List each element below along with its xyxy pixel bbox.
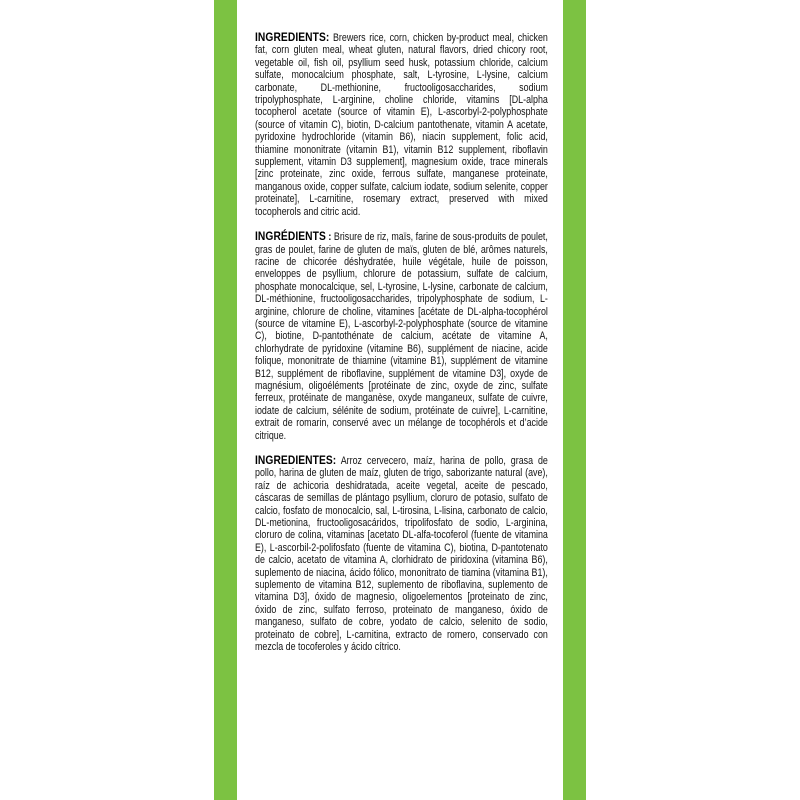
ingredients-french [255, 230, 548, 442]
text-english: Brewers rice, corn, chicken by-product meal, chicken fat, corn gluten meal, wheat gluten, natural flavors, dried chicory root, vegetable oil, fish oil, psyllium seed husk, potassium chloride, calcium sulfate, monocalcium phosphate, salt, L-tyrosine, L-lysine, calcium carbonate, DL-methionine, fructooligosaccharides, sodium tripolyphosphate, L-arginine, choline chloride, vitamins [DL-alpha tocopherol acetate (source of vitamin E), L-ascorbyl-2-polyphosphate (source of vitamin C), biotin, D-calcium pantothenate, vitamin A acetate, pyridoxine hydrochloride (vitamin B6), niacin supplement, folic acid, thiamine mononitrate (vitamin B1), vitamin B12 supplement, riboflavin supplement, vitamin D3 supplement], magnesium oxide, trace minerals [zinc proteinate, zinc oxide, ferrous sulfate, manganese proteinate, manganous oxide, copper sulfate, calcium iodate, sodium selenite, copper proteinate], L-carnitine, rosemary extract, preserved with mixed tocopherols and citric acid. [255, 32, 548, 218]
heading-english: INGREDIENTS: [255, 30, 330, 44]
ingredients-english [255, 31, 548, 218]
heading-french: INGRÉDIENTS [255, 229, 326, 244]
heading-french-colon: : [325, 231, 334, 244]
ingredients-panel [237, 0, 563, 800]
heading-spanish: INGREDIENTES: [255, 453, 337, 467]
text-spanish: Arroz cervecero, maíz, harina de pollo, grasa de pollo, harina de gluten de maíz, gluten de trigo, saborizante natural (ave), raíz de achicoria deshidratada, aceite vegetal, aceite de pescado, cáscaras de semillas de plántago psyllium, cloruro de potasio, sulfato de calcio, fosfato de monocalcio, sal, L-tirosina, L-lisina, carbonato de calcio, DL-metionina, fructooligosacáridos, tripolifosfato de sodio, L-arginina, cloruro de colina, vitaminas [acetato DL-alfa-tocoferol (fuente de vitamina E), L-ascorbil-2-polifosfato (fuente de vitamina C), biotina, D-pantotenato de calcio, acetato de vitamina A, clorhidrato de piridoxina (vitamina B6), suplemento de niacina, ácido fólico, mononitrato de tiamina (vitamina B1), suplemento de vitamina B12, suplemento de riboflavina, suplemento de vitamina D3], óxido de magnesio, oligoelementos [proteinato de zinc, óxido de zinc, sulfato ferroso, proteinato de manganeso, óxido de manganeso, sulfato de cobre, yodato de calcio, selenito de sodio, proteinato de cobre], L-carnitina, extracto de romero, conservado con mezcla de tocoferoles y ácido cítrico. [255, 455, 548, 654]
ingredients-spanish [255, 454, 548, 654]
text-french: Brisure de riz, maïs, farine de sous-produits de poulet, gras de poulet, farine de gluten de maïs, gluten de blé, arômes naturels, racine de chicorée déshydratée, huile végétale, huile de poisson, enveloppes de psyllium, chlorure de potassium, sulfate de calcium, phosphate monocalcique, sel, L-tyrosine, L-lysine, carbonate de calcium, DL-méthionine, fructooligosaccharides, tripolyphosphate de sodium, L-arginine, chlorure de choline, vitamines [acétate de DL-alpha-tocophérol (source de vitamine E), L-ascorbyl-2-polyphosphate (source de vitamine C), biotine, D-pantothénate de calcium, acétate de vitamine A, chlorhydrate de pyridoxine (vitamine B6), supplément de niacine, acide folique, mononitrate de thiamine (vitamine B1), supplément de vitamine B12, supplément de riboflavine, supplément de vitamine D3], oxyde de magnésium, oligoéléments [protéinate de zinc, oxyde de zinc, sulfate ferreux, protéinate de manganèse, oxyde manganeux, sulfate de cuivre, iodate de calcium, sélénite de sodium, protéinate de cuivre], L-carnitine, extrait de romarin, conservé avec un mélange de tocophérols et d’acide citrique. [255, 231, 548, 442]
